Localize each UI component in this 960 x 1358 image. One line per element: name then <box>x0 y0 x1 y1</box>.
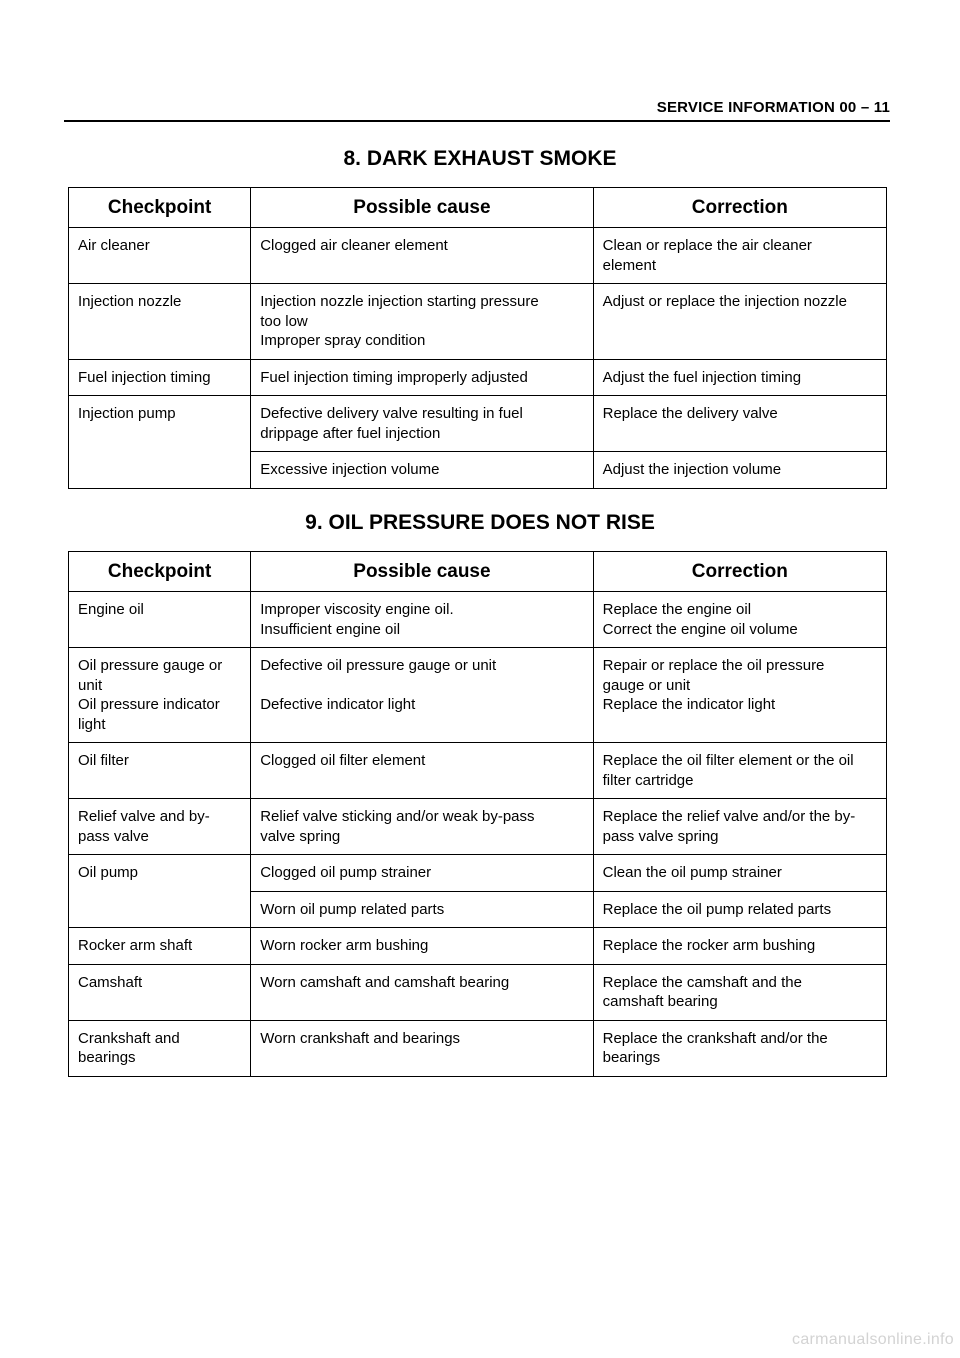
table-row <box>69 964 887 1020</box>
cell-line: bearings <box>78 1049 136 1066</box>
cell-line: Injection pump <box>78 405 176 422</box>
table-header-row <box>69 188 887 228</box>
table-row <box>69 855 887 892</box>
cause-cell <box>251 396 593 452</box>
cell-line: Defective oil pressure gauge or unit <box>260 657 497 674</box>
column-header-checkpoint: Checkpoint <box>69 188 251 228</box>
cell-line: Air cleaner <box>78 237 150 254</box>
section-title-oil-pressure: 9. OIL PRESSURE DOES NOT RISE <box>305 511 655 534</box>
cell-line: Fuel injection timing improperly adjusted <box>260 368 528 386</box>
cause-cell <box>251 228 593 284</box>
cell-line: too low <box>260 312 308 330</box>
cause-cell <box>251 648 593 743</box>
cell-line: pass valve <box>78 827 149 845</box>
dark-exhaust-smoke-table <box>68 187 887 489</box>
cell-line: Worn crankshaft and bearings <box>260 1029 461 1047</box>
cell-line: Adjust or replace the injection nozzle <box>602 293 847 310</box>
cause-cell <box>251 284 593 360</box>
cell-line: Replace the camshaft and the <box>602 973 802 991</box>
cell-line: Replace the rocker arm bushing <box>602 937 816 954</box>
cause-cell <box>251 855 593 892</box>
cell-line: Oil pump <box>78 864 139 881</box>
cell-line: Replace the crankshaft and/or the <box>602 1029 828 1047</box>
checkpoint-cell <box>69 284 251 360</box>
cell-line: Worn rocker arm bushing <box>260 937 429 954</box>
checkpoint-cell <box>69 855 251 928</box>
cell-line: Injection nozzle <box>78 293 182 310</box>
cell-line: Clean or replace the air cleaner <box>602 237 812 254</box>
cause-cell <box>251 928 593 965</box>
cell-line: Worn camshaft and camshaft bearing <box>260 973 510 991</box>
page-header: SERVICE INFORMATION 00 – 11 <box>656 99 890 116</box>
cell-line: Excessive injection volume <box>260 461 440 478</box>
cell-line: Replace the indicator light <box>602 696 776 713</box>
section-title-dark-exhaust-smoke: 8. DARK EXHAUST SMOKE <box>343 147 617 170</box>
cause-cell <box>251 743 593 799</box>
cause-cell <box>251 799 593 855</box>
cause-cell <box>251 452 593 489</box>
cell-line: Defective indicator light <box>260 696 416 713</box>
correction-cell <box>593 228 886 284</box>
cell-line: bearings <box>602 1049 661 1066</box>
cell-line: Replace the oil filter element or the oil <box>602 752 854 769</box>
correction-cell <box>593 592 886 648</box>
cell-line: unit <box>78 676 103 694</box>
watermark-text: carmanualsonline.info <box>792 1331 954 1348</box>
cause-cell <box>251 964 593 1020</box>
cell-line: drippage after fuel injection <box>260 424 441 442</box>
cell-line: Replace the oil pump related parts <box>602 900 832 918</box>
cell-line: pass valve spring <box>602 827 719 845</box>
cell-line: valve spring <box>260 827 341 845</box>
cause-cell <box>251 592 593 648</box>
cell-line: gauge or unit <box>602 676 691 694</box>
correction-cell <box>593 452 886 489</box>
cell-line: light <box>78 715 106 733</box>
column-header-possible-cause: Possible cause <box>251 552 593 592</box>
cell-line: Oil pressure gauge or <box>78 657 223 674</box>
column-header-possible-cause: Possible cause <box>251 188 593 228</box>
cell-line: Adjust the injection volume <box>602 461 782 478</box>
cell-line: Oil pressure indicator <box>78 696 220 713</box>
cause-cell <box>251 1020 593 1076</box>
correction-cell <box>593 964 886 1020</box>
cell-line: Engine oil <box>78 601 144 618</box>
cell-line: Clogged air cleaner element <box>260 237 448 254</box>
table-row <box>69 228 887 284</box>
cause-cell <box>251 891 593 928</box>
table-row <box>69 928 887 965</box>
header-rule <box>64 120 890 122</box>
cell-line: Camshaft <box>78 973 143 991</box>
table-row <box>69 743 887 799</box>
table-row <box>69 359 887 396</box>
cell-line: Defective delivery valve resulting in fuel <box>260 405 523 422</box>
correction-cell <box>593 359 886 396</box>
column-header-correction: Correction <box>593 552 886 592</box>
correction-cell <box>593 928 886 965</box>
checkpoint-cell <box>69 928 251 965</box>
cell-line: Adjust the fuel injection timing <box>602 368 802 386</box>
correction-cell <box>593 284 886 360</box>
table-row <box>69 396 887 452</box>
column-header-checkpoint: Checkpoint <box>69 552 251 592</box>
cell-line: Repair or replace the oil pressure <box>602 657 825 674</box>
cell-line: Crankshaft and <box>78 1029 180 1047</box>
cell-line: Insufficient engine oil <box>260 620 401 638</box>
cell-line: Fuel injection timing <box>78 368 211 386</box>
cell-line: Clean the oil pump strainer <box>602 864 782 881</box>
cell-line: element <box>602 256 656 274</box>
oil-pressure-table <box>68 551 887 1077</box>
cell-line: Worn oil pump related parts <box>260 900 445 918</box>
cell-line: camshaft bearing <box>602 993 718 1010</box>
table-row <box>69 799 887 855</box>
cell-line: Replace the delivery valve <box>602 405 778 422</box>
cell-line: Injection nozzle injection starting pressure <box>260 293 539 310</box>
cell-line: Improper spray condition <box>260 332 426 349</box>
checkpoint-cell <box>69 743 251 799</box>
cell-line: filter cartridge <box>602 771 694 789</box>
correction-cell <box>593 855 886 892</box>
checkpoint-cell <box>69 359 251 396</box>
correction-cell <box>593 799 886 855</box>
correction-cell <box>593 648 886 743</box>
correction-cell <box>593 743 886 799</box>
checkpoint-cell <box>69 228 251 284</box>
table-row <box>69 1020 887 1076</box>
table-row <box>69 284 887 360</box>
cell-line: Relief valve sticking and/or weak by-pass <box>260 808 535 825</box>
column-header-correction: Correction <box>593 188 886 228</box>
correction-cell <box>593 1020 886 1076</box>
cell-line: Replace the relief valve and/or the by- <box>602 808 856 825</box>
cell-line-blank <box>260 676 583 696</box>
table-row <box>69 648 887 743</box>
cause-cell <box>251 359 593 396</box>
checkpoint-cell <box>69 592 251 648</box>
cell-line: Correct the engine oil volume <box>602 620 798 638</box>
table-header-row <box>69 552 887 592</box>
checkpoint-cell <box>69 396 251 489</box>
correction-cell <box>593 891 886 928</box>
cell-line: Replace the engine oil <box>602 601 752 618</box>
checkpoint-cell <box>69 964 251 1020</box>
checkpoint-cell <box>69 799 251 855</box>
cell-line: Improper viscosity engine oil. <box>260 601 454 618</box>
cell-line: Oil filter <box>78 752 129 769</box>
cell-line: Relief valve and by- <box>78 808 210 825</box>
cell-line: Rocker arm shaft <box>78 937 193 954</box>
cell-line: Clogged oil pump strainer <box>260 864 432 881</box>
checkpoint-cell <box>69 648 251 743</box>
table-row <box>69 592 887 648</box>
correction-cell <box>593 396 886 452</box>
checkpoint-cell <box>69 1020 251 1076</box>
cell-line: Clogged oil filter element <box>260 752 426 769</box>
